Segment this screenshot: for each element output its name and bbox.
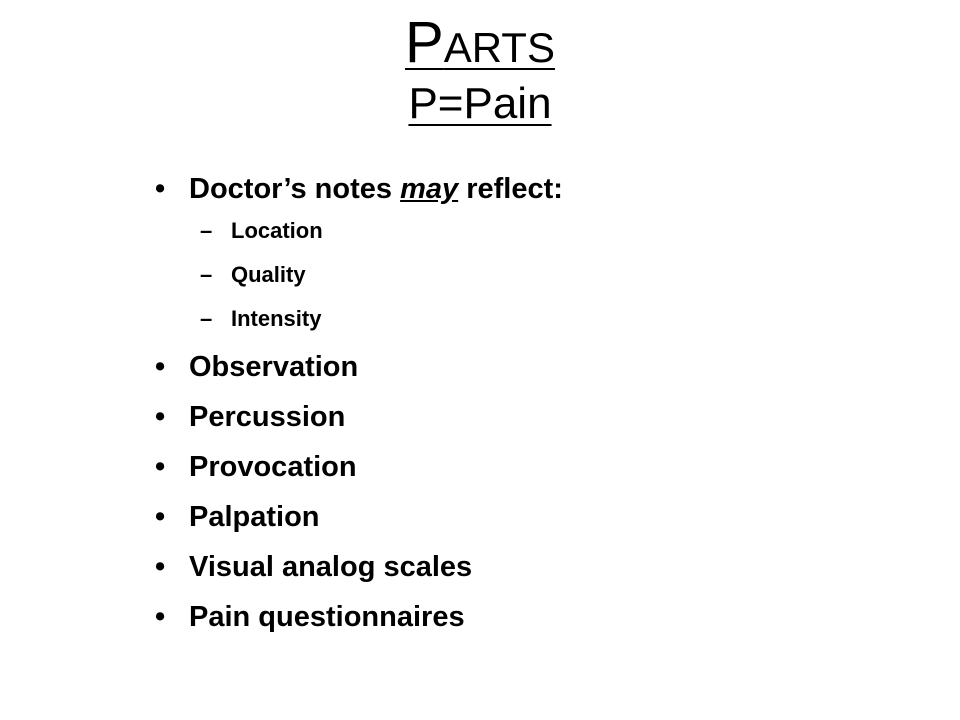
bullet-item-label: Observation	[189, 351, 359, 383]
sub-item-label: Location	[231, 218, 323, 243]
bullet-item-label: Visual analog scales	[189, 551, 473, 583]
bullet-icon: •	[155, 451, 166, 483]
sub-item-quality	[150, 262, 910, 288]
bullet-icon: •	[155, 173, 166, 205]
sub-item-label: Quality	[231, 262, 306, 287]
title-subheading: P=Pain	[408, 79, 552, 128]
bullet-icon: •	[155, 401, 166, 433]
bullet-item-label: Palpation	[189, 501, 320, 533]
bullet-text-after: reflect:	[458, 173, 563, 205]
title-initial: P	[405, 10, 444, 75]
bullet-item-provocation	[150, 450, 910, 484]
sub-item-label: Intensity	[231, 306, 322, 331]
bullet-icon: •	[155, 501, 166, 533]
bullet-item-observation	[150, 350, 910, 384]
bullet-item-percussion	[150, 400, 910, 434]
bullet-icon: •	[155, 601, 166, 633]
bullet-item-pain-questionnaires	[150, 600, 910, 634]
bullet-item-doctors-notes	[150, 172, 910, 206]
title-heading	[0, 10, 960, 75]
dash-icon: –	[200, 218, 213, 243]
bullet-item-label: Percussion	[189, 401, 346, 433]
dash-icon: –	[200, 306, 213, 331]
bullet-text-emphasis: may	[400, 173, 459, 205]
bullet-icon: •	[155, 351, 166, 383]
bullet-icon: •	[155, 551, 166, 583]
bullet-item-label: Pain questionnaires	[189, 601, 465, 633]
sub-item-intensity	[150, 306, 910, 332]
bullet-list	[150, 172, 910, 634]
sub-item-location	[150, 218, 910, 244]
dash-icon: –	[200, 262, 213, 287]
title-rest: ARTS	[443, 24, 555, 71]
bullet-text-before: Doctor’s notes	[189, 173, 401, 205]
bullet-item-palpation	[150, 500, 910, 534]
bullet-item-label: Provocation	[189, 451, 357, 483]
bullet-item-visual-analog-scales	[150, 550, 910, 584]
slide-title	[0, 10, 960, 128]
